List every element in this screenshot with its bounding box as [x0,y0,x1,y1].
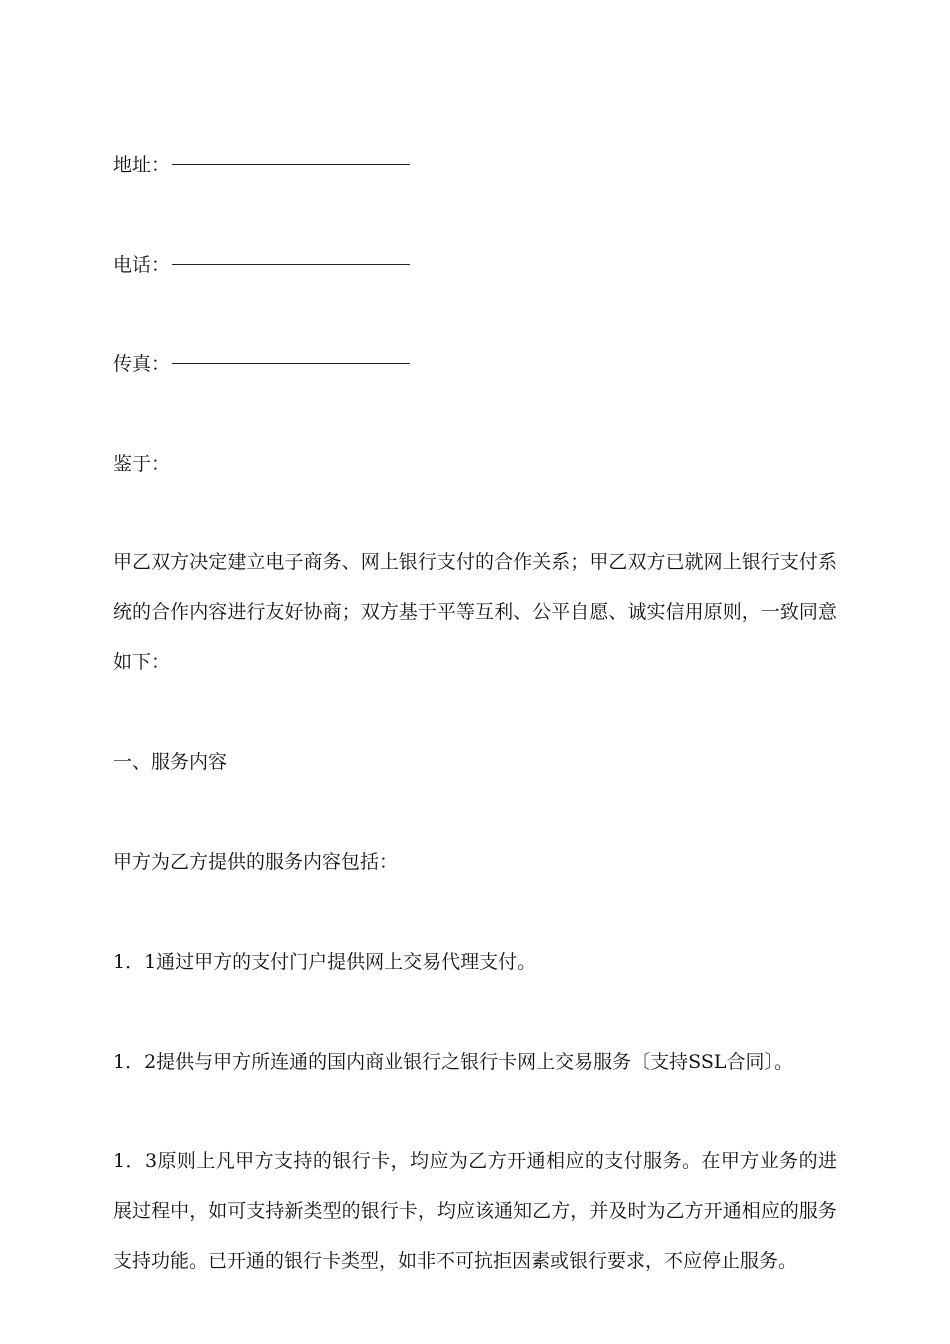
address-blank [172,163,410,165]
address-field [113,148,837,182]
whereas-paragraph: 甲乙双方决定建立电子商务、网上银行支付的合作关系；甲乙双方已就网上银行支付系统的合作内容进行友好协商；双方基于平等互利、公平自愿、诚实信用原则，一致同意如下： [113,551,837,673]
whereas-heading: 鉴于： [113,453,171,475]
clause-1-1: 1．1通过甲方的支付门户提供网上交易代理支付。 [113,951,537,973]
fax-field [113,347,837,381]
clause-1-2: 1．2提供与甲方所连通的国内商业银行之银行卡网上交易服务〔支持SSL合同〕。 [113,1051,793,1073]
phone-blank [172,263,410,265]
clause-1-3: 1．3原则上凡甲方支持的银行卡，均应为乙方开通相应的支付服务。在甲方业务的进展过程中，如可支持新类型的银行卡，均应该通知乙方，并及时为乙方开通相应的服务支持功能。已开通的银行卡类型，如非不可抗拒因素或银行要求，不应停止服务。 [113,1150,837,1272]
address-label: 地址： [113,154,171,176]
section-1-heading: 一、服务内容 [113,751,228,773]
section-1-intro: 甲方为乙方提供的服务内容包括： [113,851,399,873]
phone-label: 电话： [113,254,171,276]
phone-field [113,248,837,282]
fax-label: 传真： [113,353,171,375]
fax-blank [172,362,410,364]
